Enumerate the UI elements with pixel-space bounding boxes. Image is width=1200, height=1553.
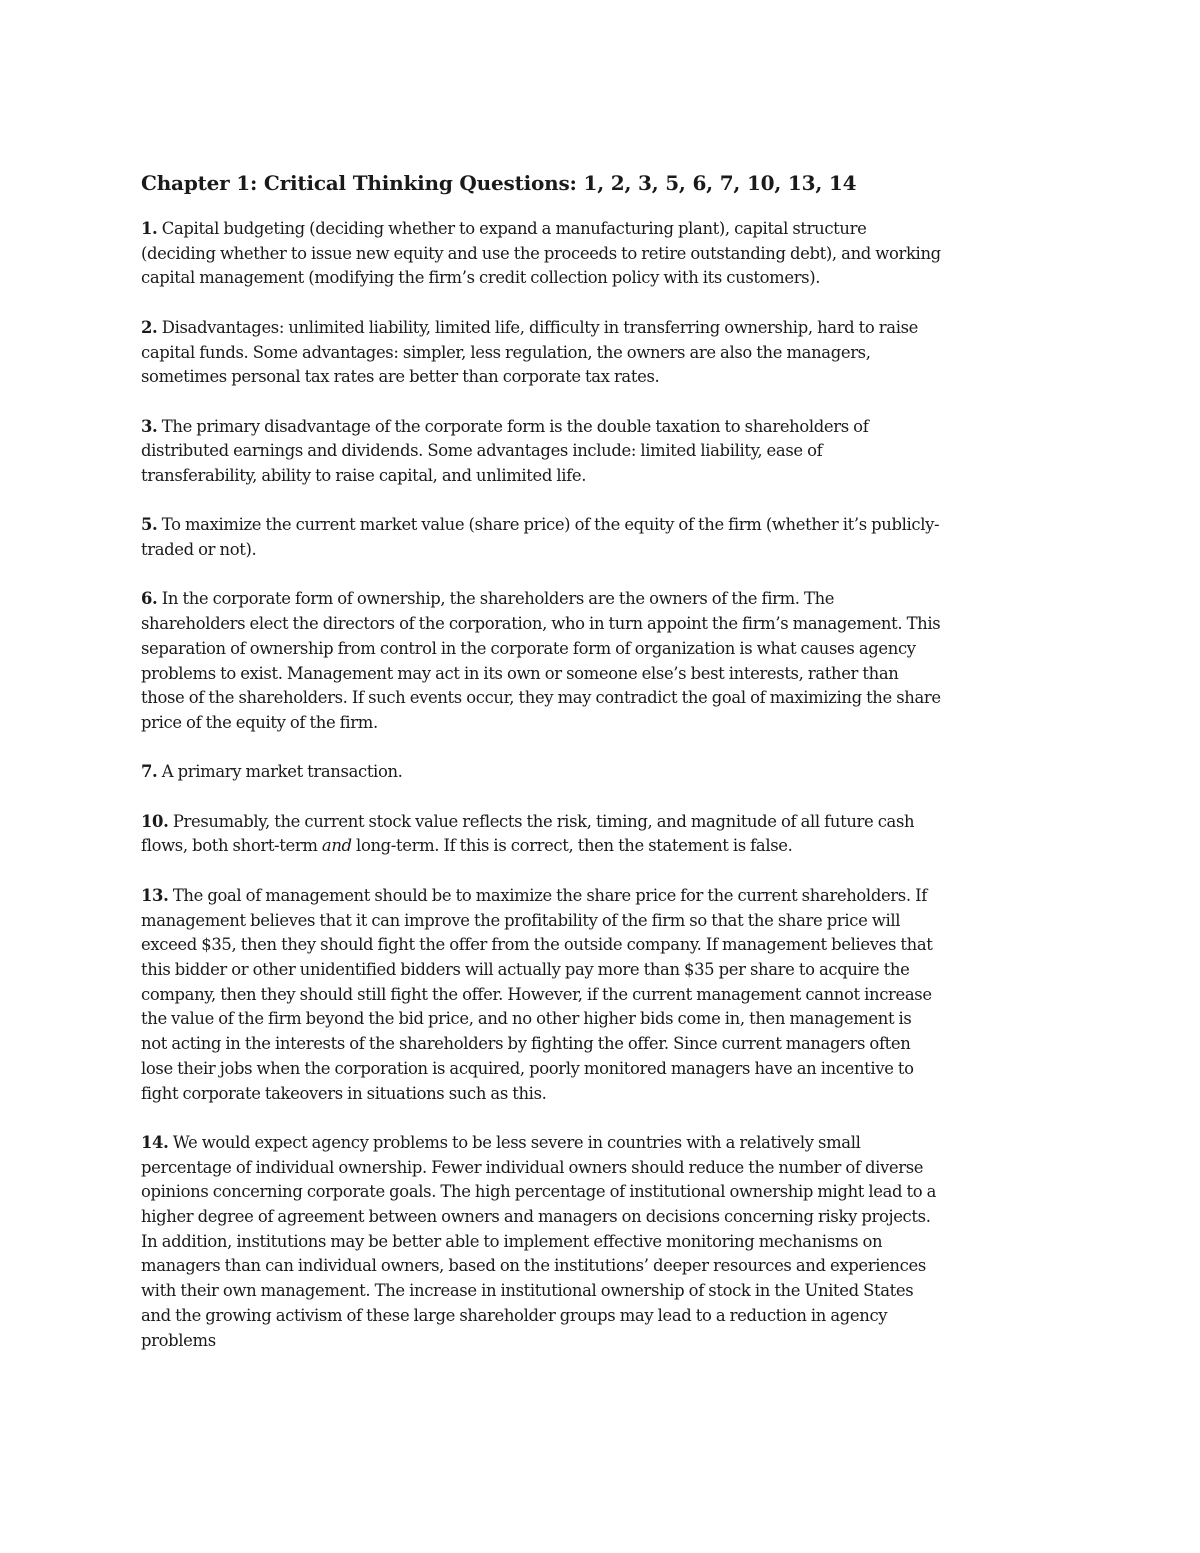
- answer-10: [141, 810, 941, 859]
- answer-text: A primary market transaction.: [161, 762, 403, 782]
- answer-text-after: long-term. If this is correct, then the statement is false.: [356, 836, 793, 856]
- answer-text: In the corporate form of ownership, the shareholders are the owners of the firm. The shareholders elect the directors of the corporation, who in turn appoint the firm’s management. This separation of ownership from control in the corporate form of organization is what causes agency problems to exist. Management may act in its own or someone else’s best interests, rather than those of the shareholders. If such events occur, they may contradict the goal of maximizing the share price of the equity of the firm.: [141, 589, 941, 732]
- answer-13: [141, 884, 941, 1106]
- page-title: Chapter 1: Critical Thinking Questions: 1, 2, 3, 5, 6, 7, 10, 13, 14: [141, 171, 857, 195]
- answer-2: [141, 316, 941, 390]
- answer-text: We would expect agency problems to be less severe in countries with a relatively small percentage of individual ownership. Fewer individual owners should reduce the number of diverse opinions concerning corporate goals. The high percentage of institutional ownership might lead to a higher degree of agreement between owners and managers on decisions concerning risky projects. In addition, institutions may be better able to implement effective monitoring mechanisms on managers than can individual owners, based on the institutions’ deeper resources and experiences with their own management. The increase in institutional ownership of stock in the United States and the growing activism of these large shareholder groups may lead to a reduction in agency problems: [141, 1132, 937, 1350]
- answer-number: 3.: [141, 416, 158, 436]
- answer-number: 7.: [141, 762, 158, 782]
- answer-number: 6.: [141, 589, 158, 609]
- answer-number: 1.: [141, 219, 158, 238]
- answer-number: 10.: [141, 811, 169, 831]
- answer-number: 2.: [141, 317, 158, 337]
- document-page: [141, 170, 941, 1378]
- answer-text: The goal of management should be to maximize the share price for the current shareholders. If management believes that it can improve the profitability of the firm so that the share price will exceed $35, then they should fight the offer from the outside company. If management believes that this bidder or other unidentified bidders will actually pay more than $35 per share to acquire the company, then they should still fight the offer. However, if the current management cannot increase the value of the firm beyond the bid price, and no other higher bids come in, then management is not acting in the interests of the shareholders by fighting the offer. Since current managers often lose their jobs when the corporation is acquired, poorly monitored managers have an incentive to fight corporate takeovers in situations such as this.: [141, 885, 933, 1103]
- answer-text-emphasis: and: [321, 836, 352, 856]
- answer-14: [141, 1131, 941, 1353]
- answer-1: [141, 217, 941, 291]
- answer-3: [141, 415, 941, 489]
- answer-7: [141, 760, 941, 785]
- answer-number: 5.: [141, 515, 158, 535]
- answer-text: To maximize the current market value (share price) of the equity of the firm (whether it’s publicly-traded or not).: [141, 515, 940, 560]
- answer-5: [141, 513, 941, 562]
- answer-text: The primary disadvantage of the corporate form is the double taxation to shareholders of distributed earnings and dividends. Some advantages include: limited liability, ease of transferability, ability to raise capital, and unlimited life.: [141, 416, 869, 485]
- answer-number: 14.: [141, 1132, 169, 1152]
- answer-6: [141, 587, 941, 735]
- answer-text: Disadvantages: unlimited liability, limited life, difficulty in transferring ownership, hard to raise capital funds. Some advantages: simpler, less regulation, the owners are also the managers, sometimes personal tax rates are better than corporate tax rates.: [141, 317, 919, 387]
- answer-text-before: Presumably, the current stock value reflects the risk, timing, and magnitude of all future cash flows, both short-term: [141, 811, 915, 856]
- answer-text: Capital budgeting (deciding whether to expand a manufacturing plant), capital structure (deciding whether to issue new equity and use the proceeds to retire outstanding debt), and working capital management (modifying the firm’s credit collection policy with its customers).: [141, 219, 941, 288]
- answer-number: 13.: [141, 885, 169, 905]
